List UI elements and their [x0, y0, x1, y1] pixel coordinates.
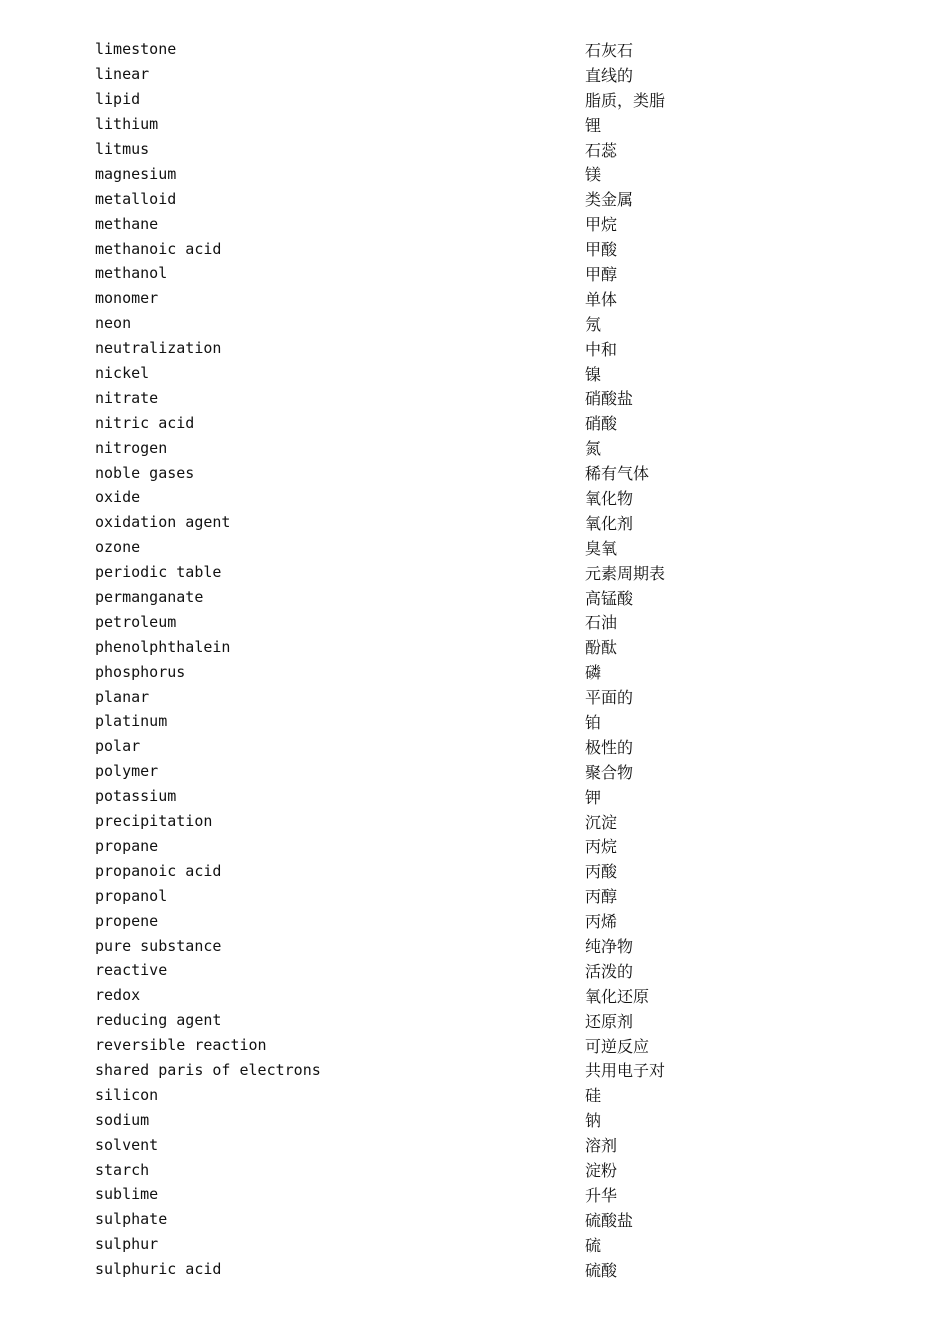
- chinese-translation: 磷: [585, 663, 602, 683]
- glossary-row: [95, 585, 895, 610]
- glossary-row: [95, 535, 895, 560]
- english-term: precipitation: [95, 812, 213, 831]
- english-term: reducing agent: [95, 1011, 222, 1030]
- english-term: nickel: [95, 364, 150, 383]
- chinese-translation: 溶剂: [585, 1136, 618, 1156]
- glossary-row: [95, 1157, 895, 1182]
- glossary-row: [95, 510, 895, 535]
- glossary-row: [95, 983, 895, 1008]
- glossary-row: [95, 336, 895, 361]
- english-term: noble gases: [95, 463, 195, 482]
- glossary-row: [95, 1207, 895, 1232]
- glossary-row: [95, 1008, 895, 1033]
- english-term: oxide: [95, 488, 141, 507]
- chinese-translation: 丙酸: [585, 862, 618, 882]
- english-term: sulphate: [95, 1210, 168, 1229]
- chinese-translation: 硝酸盐: [585, 389, 634, 409]
- glossary-row: [95, 211, 895, 236]
- chinese-translation: 氧化物: [585, 488, 634, 508]
- chinese-translation: 甲酸: [585, 240, 618, 260]
- chinese-translation: 氮: [585, 439, 602, 459]
- glossary-row: [95, 410, 895, 435]
- english-term: silicon: [95, 1085, 159, 1104]
- glossary-row: [95, 1132, 895, 1157]
- chinese-translation: 铂: [585, 712, 602, 732]
- glossary-row: [95, 286, 895, 311]
- english-term: nitrogen: [95, 438, 168, 457]
- glossary-row: [95, 858, 895, 883]
- glossary-list: [95, 37, 895, 1282]
- glossary-row: [95, 1033, 895, 1058]
- glossary-row: [95, 161, 895, 186]
- chinese-translation: 钠: [585, 1111, 602, 1131]
- glossary-row: [95, 609, 895, 634]
- english-term: sodium: [95, 1110, 150, 1129]
- chinese-translation: 脂质，类脂: [585, 90, 666, 110]
- chinese-translation: 可逆反应: [585, 1036, 650, 1056]
- english-term: nitrate: [95, 388, 159, 407]
- english-term: magnesium: [95, 164, 177, 183]
- english-term: methane: [95, 214, 159, 233]
- english-term: pure substance: [95, 936, 222, 955]
- english-term: redox: [95, 986, 141, 1005]
- glossary-row: [95, 1182, 895, 1207]
- english-term: propene: [95, 911, 159, 930]
- english-term: metalloid: [95, 189, 177, 208]
- english-term: monomer: [95, 289, 159, 308]
- english-term: periodic table: [95, 563, 222, 582]
- chinese-translation: 硫: [585, 1235, 602, 1255]
- glossary-row: [95, 1257, 895, 1282]
- english-term: planar: [95, 687, 150, 706]
- english-term: oxidation agent: [95, 513, 231, 532]
- chinese-translation: 氧化剂: [585, 513, 634, 533]
- glossary-row: [95, 659, 895, 684]
- english-term: sulphuric acid: [95, 1260, 222, 1279]
- chinese-translation: 硝酸: [585, 414, 618, 434]
- chinese-translation: 酚酞: [585, 638, 618, 658]
- glossary-row: [95, 784, 895, 809]
- glossary-row: [95, 1232, 895, 1257]
- glossary-row: [95, 485, 895, 510]
- chinese-translation: 石油: [585, 613, 618, 633]
- english-term: sublime: [95, 1185, 159, 1204]
- chinese-translation: 硫酸盐: [585, 1210, 634, 1230]
- glossary-row: [95, 958, 895, 983]
- chinese-translation: 甲醇: [585, 264, 618, 284]
- english-term: propanoic acid: [95, 861, 222, 880]
- chinese-translation: 镁: [585, 165, 602, 185]
- english-term: permanganate: [95, 588, 204, 607]
- glossary-row: [95, 87, 895, 112]
- english-term: sulphur: [95, 1235, 159, 1254]
- glossary-row: [95, 460, 895, 485]
- glossary-row: [95, 236, 895, 261]
- glossary-row: [95, 908, 895, 933]
- glossary-row: [95, 112, 895, 137]
- chinese-translation: 镍: [585, 364, 602, 384]
- glossary-row: [95, 684, 895, 709]
- chinese-translation: 钾: [585, 787, 602, 807]
- glossary-row: [95, 1058, 895, 1083]
- english-term: nitric acid: [95, 413, 195, 432]
- chinese-translation: 锂: [585, 115, 602, 135]
- glossary-row: [95, 734, 895, 759]
- glossary-row: [95, 137, 895, 162]
- glossary-row: [95, 62, 895, 87]
- chinese-translation: 还原剂: [585, 1011, 634, 1031]
- chinese-translation: 纯净物: [585, 937, 634, 956]
- glossary-row: [95, 311, 895, 336]
- chinese-translation: 石蕊: [585, 140, 618, 160]
- chinese-translation: 类金属: [585, 190, 634, 210]
- chinese-translation: 高锰酸: [585, 588, 634, 608]
- glossary-row: [95, 385, 895, 410]
- english-term: reactive: [95, 961, 168, 980]
- chinese-translation: 石灰石: [585, 40, 634, 60]
- glossary-row: [95, 883, 895, 908]
- chinese-translation: 甲烷: [585, 215, 618, 235]
- english-term: phosphorus: [95, 662, 186, 681]
- chinese-translation: 丙烯: [585, 912, 618, 932]
- chinese-translation: 中和: [585, 339, 618, 359]
- chinese-translation: 硅: [585, 1086, 602, 1106]
- english-term: methanoic acid: [95, 239, 222, 258]
- english-term: litmus: [95, 140, 150, 158]
- glossary-row: [95, 1107, 895, 1132]
- english-term: ozone: [95, 538, 141, 557]
- glossary-row: [95, 634, 895, 659]
- english-term: neon: [95, 314, 132, 333]
- glossary-row: [95, 809, 895, 834]
- english-term: lipid: [95, 90, 141, 109]
- glossary-row: [95, 361, 895, 386]
- chinese-translation: 单体: [585, 289, 618, 309]
- chinese-translation: 极性的: [585, 737, 634, 757]
- glossary-row: [95, 834, 895, 859]
- chinese-translation: 丙醇: [585, 887, 618, 907]
- english-term: petroleum: [95, 612, 177, 631]
- english-term: reversible reaction: [95, 1036, 267, 1055]
- english-term: limestone: [95, 40, 177, 59]
- glossary-row: [95, 37, 895, 62]
- english-term: methanol: [95, 264, 168, 283]
- chinese-translation: 稀有气体: [585, 464, 650, 484]
- glossary-row: [95, 759, 895, 784]
- english-term: propanol: [95, 886, 168, 905]
- english-term: solvent: [95, 1135, 159, 1154]
- chinese-translation: 淀粉: [585, 1161, 618, 1181]
- glossary-row: [95, 560, 895, 585]
- english-term: platinum: [95, 712, 168, 731]
- chinese-translation: 聚合物: [585, 762, 634, 782]
- glossary-row: [95, 261, 895, 286]
- english-term: neutralization: [95, 339, 222, 358]
- chinese-translation: 氧化还原: [585, 986, 650, 1006]
- english-term: starch: [95, 1160, 150, 1179]
- glossary-row: [95, 186, 895, 211]
- chinese-translation: 活泼的: [585, 961, 634, 981]
- english-term: lithium: [95, 115, 159, 134]
- english-term: polar: [95, 737, 141, 756]
- chinese-translation: 沉淀: [585, 812, 618, 832]
- chinese-translation: 臭氧: [585, 538, 618, 558]
- chinese-translation: 硫酸: [585, 1260, 618, 1280]
- glossary-row: [95, 435, 895, 460]
- chinese-translation: 元素周期表: [585, 563, 666, 583]
- english-term: shared paris of electrons: [95, 1060, 321, 1079]
- chinese-translation: 平面的: [585, 688, 634, 708]
- chinese-translation: 直线的: [585, 65, 634, 85]
- english-term: linear: [95, 65, 150, 84]
- english-term: polymer: [95, 762, 159, 781]
- chinese-translation: 氖: [585, 314, 602, 334]
- chinese-translation: 共用电子对: [585, 1061, 666, 1081]
- english-term: potassium: [95, 787, 177, 806]
- glossary-row: [95, 933, 895, 958]
- english-term: propane: [95, 836, 159, 855]
- chinese-translation: 升华: [585, 1185, 618, 1205]
- glossary-row: [95, 709, 895, 734]
- chinese-translation: 丙烷: [585, 837, 618, 857]
- glossary-row: [95, 1082, 895, 1107]
- english-term: phenolphthalein: [95, 637, 231, 656]
